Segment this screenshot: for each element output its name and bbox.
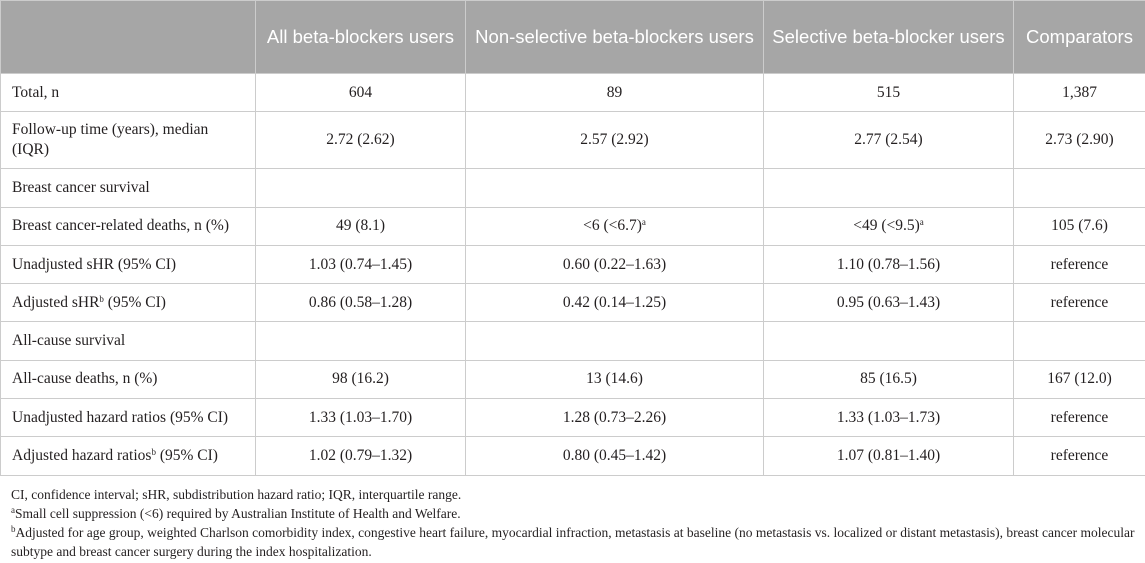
table-cell: 1.03 (0.74–1.45) [256,245,466,283]
table-cell: 1.02 (0.79–1.32) [256,437,466,475]
table-cell [1014,169,1145,207]
table-row [1,207,1145,245]
table-cell: 1.07 (0.81–1.40) [764,437,1014,475]
table-cell: 515 [764,74,1014,112]
table-cell [1014,322,1145,360]
table-cell: reference [1014,284,1145,322]
cell-value: <6 (<6.7) [583,217,642,235]
table-cell: 98 (16.2) [256,360,466,398]
table-cell: 1.10 (0.78–1.56) [764,245,1014,283]
footnote-marker: a [641,217,646,228]
table-row [1,284,1145,322]
header-non-selective: Non-selective beta-blockers users [466,1,764,74]
table-cell: 2.77 (2.54) [764,112,1014,169]
header-all-beta-blockers: All beta-blockers users [256,1,466,74]
table-cell: 1.33 (1.03–1.70) [256,399,466,437]
table-cell: 13 (14.6) [466,360,764,398]
section-row [1,322,1145,360]
footnote-abbreviations: CI, confidence interval; sHR, subdistribution hazard ratio; IQR, interquartile range. [11,487,462,502]
table-cell: 0.60 (0.22–1.63) [466,245,764,283]
row-label [1,437,256,475]
table-row [1,245,1145,283]
table-cell: 2.73 (2.90) [1014,112,1145,169]
table-cell [256,322,466,360]
footnote-marker: b [99,293,104,304]
table-cell [764,207,1014,245]
table-row [1,437,1145,475]
header-selective: Selective beta-blocker users [764,1,1014,74]
row-label: Unadjusted sHR (95% CI) [1,245,256,283]
header-comparators: Comparators [1014,1,1145,74]
table-cell: 2.72 (2.62) [256,112,466,169]
table-cell: 0.80 (0.45–1.42) [466,437,764,475]
table-cell: 0.95 (0.63–1.43) [764,284,1014,322]
section-label: Breast cancer survival [1,169,256,207]
row-label: All-cause deaths, n (%) [1,360,256,398]
footnote-marker: a [11,505,15,515]
table-cell [764,169,1014,207]
section-label: All-cause survival [1,322,256,360]
table-cell: 604 [256,74,466,112]
row-label: Total, n [1,74,256,112]
row-label-suffix: (95% CI) [103,293,166,311]
table-cell: 89 [466,74,764,112]
table-cell: reference [1014,245,1145,283]
table-cell: 1,387 [1014,74,1145,112]
table-cell: 1.33 (1.03–1.73) [764,399,1014,437]
table-cell: reference [1014,437,1145,475]
footnote-a [11,504,1136,523]
table-cell [764,322,1014,360]
table-row [1,112,1145,169]
table-row [1,360,1145,398]
header-cell-empty [1,1,256,74]
table-cell: 1.28 (0.73–2.26) [466,399,764,437]
row-label: Breast cancer-related deaths, n (%) [1,207,256,245]
footnote-marker: b [151,447,156,458]
header-row [1,1,1145,74]
footnote-b-text: Adjusted for age group, weighted Charlson comorbidity index, congestive heart failure, myocardial infraction, metastasis at baseline (no metastasis vs. localized or distant metastasis), breast cancer molecular subtype and breast cancer surgery during the index hospitalization. [11,525,1135,559]
footnote-b [11,523,1136,561]
row-label [1,284,256,322]
row-label: Follow-up time (years), median (IQR) [1,112,256,169]
cell-value: <49 (<9.5) [853,217,920,235]
row-label-text: Adjusted sHR [12,293,100,311]
table-cell [466,169,764,207]
table-cell: 0.42 (0.14–1.25) [466,284,764,322]
table-cell: 85 (16.5) [764,360,1014,398]
table-cell: 167 (12.0) [1014,360,1145,398]
row-label-suffix: (95% CI) [155,447,218,465]
table-cell: 49 (8.1) [256,207,466,245]
table-row [1,399,1145,437]
footnote-a-text: Small cell suppression (<6) required by Australian Institute of Health and Welfare. [15,506,461,521]
row-label-text: Adjusted hazard ratios [12,447,152,465]
table-cell [256,169,466,207]
table-row [1,74,1145,112]
row-label: Unadjusted hazard ratios (95% CI) [1,399,256,437]
table-cell [466,207,764,245]
table-cell [466,322,764,360]
section-row [1,169,1145,207]
table-cell: 0.86 (0.58–1.28) [256,284,466,322]
table-cell: 105 (7.6) [1014,207,1145,245]
table-cell: reference [1014,399,1145,437]
footnote-marker: a [919,217,924,228]
table-cell: 2.57 (2.92) [466,112,764,169]
footnote-marker: b [11,524,16,534]
table-footnotes [11,485,1136,561]
